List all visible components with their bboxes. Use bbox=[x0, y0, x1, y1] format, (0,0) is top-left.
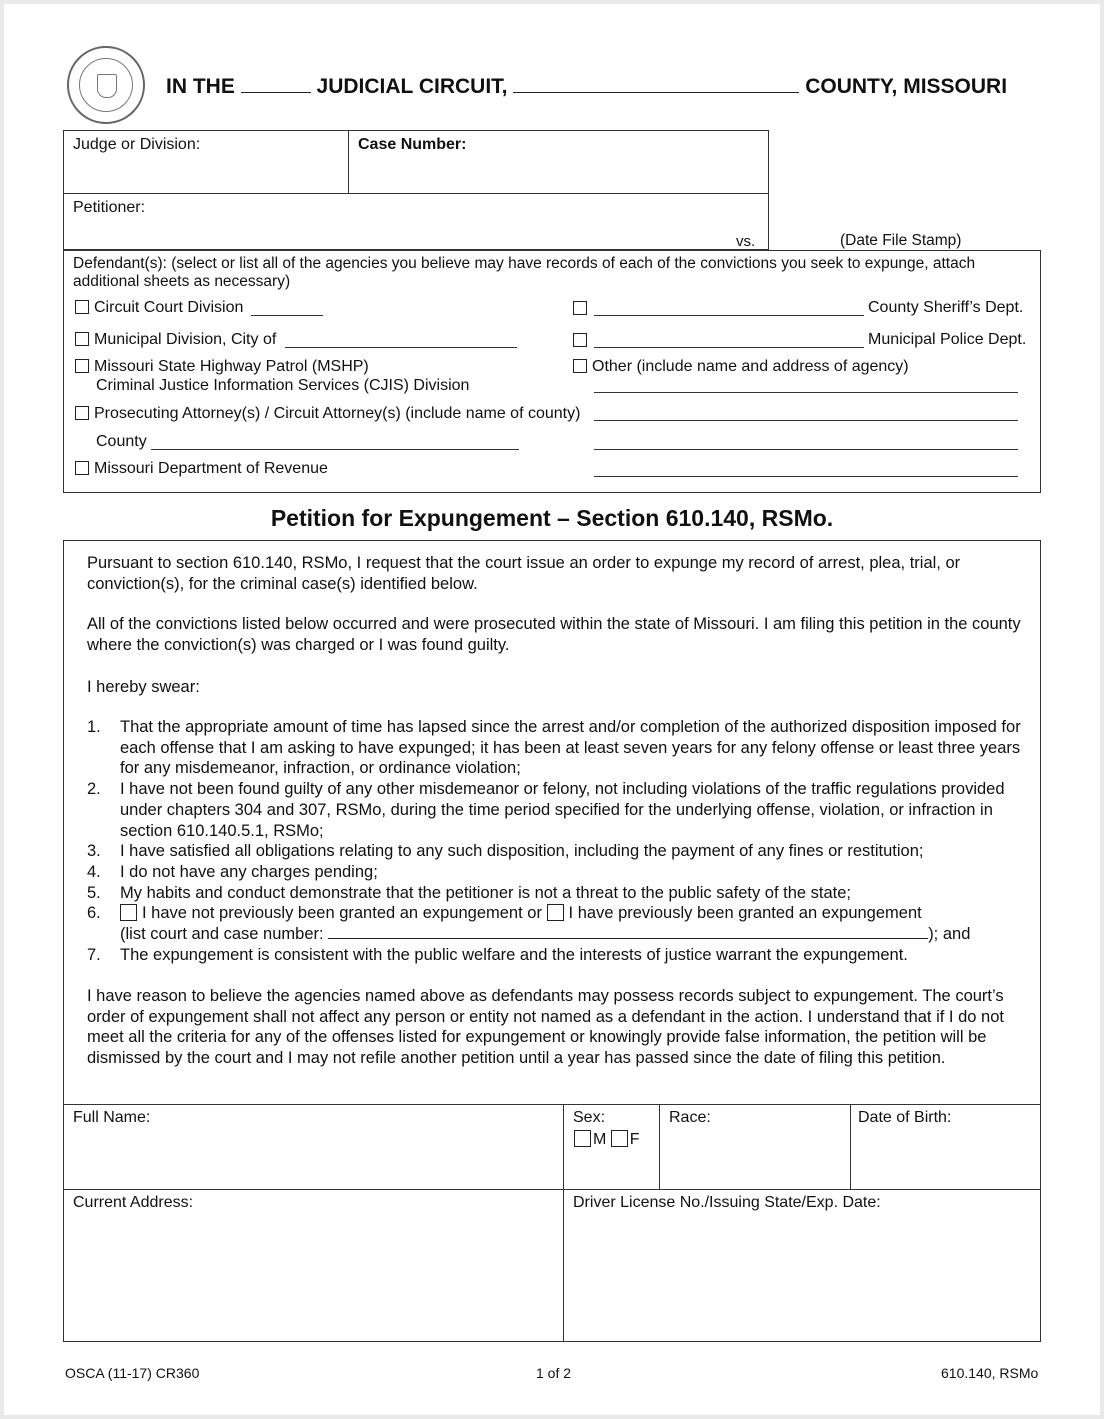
sworn-item bbox=[87, 717, 1022, 779]
personal-info-box bbox=[63, 1104, 1041, 1342]
sworn-item-number: 4. bbox=[87, 862, 101, 881]
circuit-court-label: Circuit Court Division bbox=[94, 299, 244, 316]
sworn-items-list bbox=[87, 717, 1022, 903]
dor-checkbox[interactable] bbox=[75, 461, 89, 475]
dob-label: Date of Birth: bbox=[858, 1109, 952, 1126]
petition-title: Petition for Expungement – Section 610.140, RSMo. bbox=[270, 505, 834, 531]
other-agency-label: Other (include name and address of agency) bbox=[592, 358, 909, 375]
mshp-option[interactable] bbox=[75, 357, 369, 377]
municipal-city-field[interactable] bbox=[285, 347, 517, 348]
municipal-division-option[interactable] bbox=[75, 330, 276, 350]
item-6-end: ); and bbox=[928, 925, 971, 944]
sworn-item bbox=[87, 883, 1022, 904]
sworn-item-7 bbox=[87, 945, 1022, 966]
other-agency-line-1[interactable] bbox=[594, 392, 1018, 393]
personal-row-divider bbox=[63, 1189, 1041, 1190]
sworn-item-number: 5. bbox=[87, 883, 101, 902]
petitioner-label: Petitioner: bbox=[73, 199, 146, 216]
vs-label: vs. bbox=[736, 233, 756, 250]
sworn-item-text: That the appropriate amount of time has lapsed since the arrest and/or completion of the authorized disposition imposed for each offense that I am asking to have expunged; it has been at least seven years for any felony offense or least three years for any misdemeanor, infraction, or ordinance violation; bbox=[120, 718, 1021, 778]
page-number: 1 of 2 bbox=[536, 1365, 572, 1381]
petition-para-1 bbox=[87, 553, 1022, 594]
prior-case-label: (list court and case number: bbox=[120, 925, 324, 944]
granted-label: I have previously been granted an expungement bbox=[568, 904, 922, 923]
caption-col-divider bbox=[348, 130, 349, 193]
sworn-item-text: I have not been found guilty of any other misdemeanor or felony, not including violations of the traffic regulations provided under chapters 304 and 307, RSMo, during the time period specified for the underlying offense, violation, or infraction in section 610.140.5.1, RSMo; bbox=[120, 780, 1005, 840]
sworn-item-text: I do not have any charges pending; bbox=[120, 862, 378, 881]
police-city-field[interactable] bbox=[594, 347, 864, 348]
personal-col-divider-1 bbox=[563, 1104, 564, 1342]
sworn-item bbox=[87, 841, 1022, 862]
sheriff-label: County Sheriff’s Dept. bbox=[868, 299, 1024, 316]
missouri-seal-icon bbox=[67, 46, 145, 124]
police-checkbox[interactable] bbox=[573, 333, 587, 347]
female-checkbox[interactable] bbox=[611, 1130, 628, 1147]
county-name-field[interactable] bbox=[513, 74, 799, 93]
not-granted-checkbox[interactable] bbox=[120, 904, 137, 921]
circuit-division-field[interactable] bbox=[251, 315, 323, 316]
county-label: County bbox=[96, 433, 147, 450]
petition-para-2-text: All of the convictions listed below occurred and were prosecuted within the state of Missouri. I am filing this petition in the county where the conviction(s) was charged or I was found guilty. bbox=[87, 615, 1021, 654]
personal-col-divider-2 bbox=[659, 1104, 660, 1189]
item-7-number: 7. bbox=[87, 945, 101, 964]
not-granted-label: I have not previously been granted an expungement or bbox=[142, 904, 542, 923]
petition-para-3 bbox=[87, 986, 1022, 1069]
sworn-item-6-list bbox=[87, 903, 1022, 965]
petition-para-1-text: Pursuant to section 610.140, RSMo, I request that the court issue an order to expunge my record of arrest, plea, trial, or conviction(s), for the criminal case(s) identified below. bbox=[87, 554, 961, 593]
sworn-item-number: 2. bbox=[87, 780, 101, 799]
circuit-court-option[interactable] bbox=[75, 298, 243, 318]
municipal-division-label: Municipal Division, City of bbox=[94, 331, 277, 348]
male-label: M bbox=[593, 1131, 607, 1148]
race-label: Race: bbox=[669, 1109, 711, 1126]
dor-option[interactable] bbox=[75, 459, 328, 479]
sworn-item-text: My habits and conduct demonstrate that the petitioner is not a threat to the public safety of the state; bbox=[120, 883, 852, 902]
prosecuting-county-field[interactable] bbox=[151, 449, 519, 450]
municipal-division-checkbox[interactable] bbox=[75, 332, 89, 346]
personal-col-divider-3 bbox=[850, 1104, 851, 1189]
sworn-item-6 bbox=[87, 903, 1022, 944]
sex-options bbox=[574, 1130, 640, 1150]
cjis-label: Criminal Justice Information Services (CJIS) Division bbox=[96, 377, 470, 394]
prior-case-field[interactable] bbox=[328, 924, 928, 939]
header-county-label: COUNTY, MISSOURI bbox=[805, 75, 1008, 98]
case-number-label: Case Number: bbox=[358, 136, 467, 153]
other-agency-line-3[interactable] bbox=[594, 449, 1018, 450]
mshp-label: Missouri State Highway Patrol (MSHP) bbox=[94, 358, 369, 375]
dor-label: Missouri Department of Revenue bbox=[94, 460, 328, 477]
footer-statute: 610.140, RSMo bbox=[941, 1365, 1039, 1381]
sworn-item-number: 1. bbox=[87, 718, 101, 736]
defendants-instructions: Defendant(s): (select or list all of the agencies you believe may have records of each of the convictions you seek to expunge, attach additional sheets as necessary) bbox=[73, 255, 976, 290]
item-7-text: The expungement is consistent with the public welfare and the interests of justice warrant the expungement. bbox=[120, 945, 908, 964]
prosecuting-option[interactable] bbox=[75, 404, 580, 424]
header-circuit-label: JUDICIAL CIRCUIT, bbox=[316, 75, 508, 98]
police-label: Municipal Police Dept. bbox=[868, 331, 1027, 348]
sheriff-county-field[interactable] bbox=[594, 315, 864, 316]
petition-para-2 bbox=[87, 614, 1022, 655]
granted-checkbox[interactable] bbox=[547, 904, 564, 921]
other-agency-line-2[interactable] bbox=[594, 420, 1018, 421]
sworn-item bbox=[87, 779, 1022, 841]
mshp-checkbox[interactable] bbox=[75, 359, 89, 373]
other-agency-checkbox[interactable] bbox=[573, 359, 587, 373]
sworn-statements bbox=[87, 717, 1022, 965]
form-id: OSCA (11-17) CR360 bbox=[65, 1365, 200, 1381]
male-checkbox[interactable] bbox=[574, 1130, 591, 1147]
sheriff-checkbox[interactable] bbox=[573, 301, 587, 315]
header-prefix: IN THE bbox=[166, 75, 235, 98]
caption-divider bbox=[63, 193, 769, 194]
prosecuting-checkbox[interactable] bbox=[75, 406, 89, 420]
swear-label: I hereby swear: bbox=[87, 678, 200, 696]
sworn-item-text: I have satisfied all obligations relating to any such disposition, including the payment of any fines or restitution; bbox=[120, 842, 924, 861]
circuit-number-field[interactable] bbox=[241, 74, 311, 93]
female-label: F bbox=[629, 1131, 640, 1148]
circuit-court-checkbox[interactable] bbox=[75, 300, 89, 314]
other-agency-option[interactable] bbox=[573, 357, 909, 377]
driver-license-label: Driver License No./Issuing State/Exp. Date: bbox=[573, 1194, 881, 1211]
date-file-stamp-label: (Date File Stamp) bbox=[840, 232, 962, 249]
sex-label: Sex: bbox=[573, 1109, 606, 1126]
item-6-number: 6. bbox=[87, 904, 101, 923]
petition-para-3-text: I have reason to believe the agencies named above as defendants may possess records subject to expungement. The court’s order of expungement shall not affect any person or entity not named as a defendant in the action. I understand that if I do not meet all the criteria for any of the offenses listed for expungement or knowingly provide false information, the petition will be dismissed by the court and I may not refile another petition until a year has passed since the date of filing this petition. bbox=[87, 987, 1004, 1068]
judge-label: Judge or Division: bbox=[73, 136, 201, 153]
current-address-label: Current Address: bbox=[73, 1194, 194, 1211]
other-agency-line-4[interactable] bbox=[594, 476, 1018, 477]
sworn-item-number: 3. bbox=[87, 842, 101, 861]
full-name-label: Full Name: bbox=[73, 1109, 151, 1126]
court-header bbox=[166, 74, 1007, 99]
sworn-item bbox=[87, 862, 1022, 883]
prosecuting-label: Prosecuting Attorney(s) / Circuit Attorney(s) (include name of county) bbox=[94, 405, 581, 422]
